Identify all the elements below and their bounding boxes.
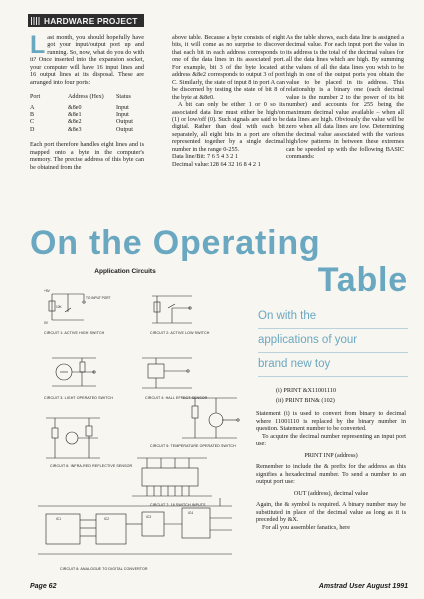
column-4 (256, 385, 406, 531)
standfirst-line: brand new toy (258, 353, 408, 377)
standfirst-line: On with the (258, 305, 408, 329)
decimal-value-row: Decimal value:128 64 32 16 8 4 2 1 (172, 160, 261, 168)
label-ic4: IC4 (188, 511, 193, 515)
cell-port: C (30, 119, 35, 126)
page-number: Page 62 (30, 583, 57, 590)
data-line-row: Data line/Bit: 7 6 5 4 3 2 1 (172, 153, 238, 161)
paragraph: above table. Because a byte consists of eight bits, it will come as no surprise to discover that each bit in each address corresponds to one of the data lines in its associated port. For example, bit 3 of the byte located at address &8e2 corresponds to output 3 of port C. Similarly, the state of input 8 in port A can be discerned by testing the state of bit 8 of the byte at &8e0. (172, 34, 285, 101)
basic-command: PRINT INP (address) (304, 451, 358, 459)
paragraph: To acquire the decimal number representing an input port use: (256, 432, 406, 447)
paragraph: Statement (i) is used to convert from binary to decimal where 11001110 is replaced by the binary number in question. Statement number to be converted. (256, 410, 406, 432)
paragraph: Again, the & symbol is required. A binary number may be substituted in place of the decimal value as long as it is preceded by &X. (256, 501, 406, 523)
column-1 (30, 31, 144, 171)
cell-port: B (30, 111, 35, 118)
cell-address: &8e3 (68, 126, 82, 133)
col-header: Port (30, 94, 41, 101)
section-title: HARDWARE PROJECT (44, 15, 138, 26)
section-banner (28, 14, 144, 27)
figure-caption: CIRCUIT 1: ACTIVE HIGH SWITCH (44, 331, 105, 335)
figure-caption: CIRCUIT 6: INFRA-RED REFLECTIVE SENSOR (50, 464, 133, 468)
cell-status: Input (116, 111, 129, 118)
circuit-7-schematic (132, 458, 212, 496)
column-3 (286, 34, 404, 161)
table-row (30, 112, 142, 119)
circuit-5-schematic (182, 398, 239, 438)
figure-caption: CIRCUIT 8: ANALOGUE TO DIGITAL CONVERTOR (60, 567, 148, 571)
col-header: Address (Hex) (68, 94, 104, 101)
cell-port: D (30, 126, 35, 133)
figure-caption: CIRCUIT 4: HALL EFFECT SENSOR (145, 396, 208, 400)
cell-status: Output (116, 119, 133, 126)
circuit-2-schematic (152, 296, 192, 323)
basic-command: (i) PRINT &X11001110 (276, 387, 337, 394)
cell-address: &8e0 (68, 104, 82, 111)
circuit-diagrams (32, 268, 248, 576)
paragraph: As the table shows, each data line is assigned a decimal value. For each input port the value in its address is the total of the decimal values for all the data lines which are high. By summing the values of all the data lines you wish to be high in one of the output ports you obtain the value to be placed in its address. This relationship is a binary one (each decimal value is the number 2 to the power of its bit number) and accounts for 255 being the maximum decimal value available – when all data lines are high. Obviously the value will be zero when all data lines are low. Determining the decimal value associated with the various high/low patterns in between these extremes can be speeded up with the following BASIC commands: (286, 34, 404, 161)
label-ic2: IC2 (104, 517, 109, 521)
table-row (30, 127, 142, 134)
paragraph: Each port therefore handles eight lines and is mapped onto a byte in the computer's memory. The precise address of this byte can be obtained from the (30, 141, 144, 171)
headline-line-1: On the Operating (30, 224, 321, 262)
label-5v: +5V (44, 289, 50, 293)
basic-command: OUT (address), decimal value (293, 489, 369, 497)
cell-status: Output (116, 126, 133, 133)
circuit-6-schematic (46, 418, 100, 458)
circuit-1-schematic (49, 294, 85, 320)
figure-caption: CIRCUIT 3: LIGHT OPERATED SWITCH (44, 396, 113, 400)
figure-caption: CIRCUIT 5: TEMPERATURE OPERATED SWITCH (150, 444, 236, 448)
figure-title: Application Circuits (94, 268, 156, 275)
cell-address: &8e1 (68, 111, 82, 118)
figure-caption: CIRCUIT 2: ACTIVE LOW SWITCH (150, 331, 210, 335)
circuit-4-schematic (142, 358, 192, 388)
drop-cap: L (30, 31, 46, 59)
label-to-input: TO INPUT PORT (86, 296, 111, 300)
label-ic1: IC1 (56, 517, 61, 521)
cell-status: Input (116, 104, 129, 111)
issue-label: Amstrad User August 1991 (318, 583, 408, 590)
col-header: Status (116, 94, 131, 101)
standfirst (258, 305, 408, 377)
column-2 (172, 34, 285, 168)
standfirst-line: applications of your (258, 329, 408, 353)
headline-line-2: Table (317, 261, 408, 299)
paragraph: For all you assembler fanatics, here (262, 523, 350, 531)
label-10k: 10K (56, 305, 62, 309)
port-table-header (30, 94, 142, 101)
circuit-3-schematic (52, 358, 96, 386)
label-ic3: IC3 (146, 515, 151, 519)
cell-port: A (30, 104, 35, 111)
paragraph: A bit can only be either 1 or 0 so its associated data line must either be high/on (1) or low/off (0). Such signals are said to be digital. Rather than deal with each bit separately, all eight bits in a port are often represented together by a single decimal number in the range 0-255. (172, 101, 285, 153)
banner-stripes-icon (31, 17, 41, 25)
table-row (30, 119, 142, 126)
label-0v: 0V (44, 321, 48, 325)
figure-caption: CIRCUIT 7: 16 SWITCH INPUTS (150, 503, 206, 507)
paragraph: Remember to include the & prefix for the address as this signifies a hexadecimal number. To send a number to an output port use: (256, 463, 406, 485)
basic-command: (ii) PRINT BIN& (102) (276, 396, 335, 404)
intro-text: ast month, you should hopefully have got your input/output port up and running. So, now, what do you do with it? Once inserted into the expansion socket, your computer will have 16 input lines and 16 output lines at its disposal. These are arranged into four ports: (30, 34, 144, 86)
port-table (30, 94, 142, 134)
table-row (30, 105, 142, 112)
cell-address: &8e2 (68, 119, 82, 126)
intro-paragraph (30, 31, 144, 86)
